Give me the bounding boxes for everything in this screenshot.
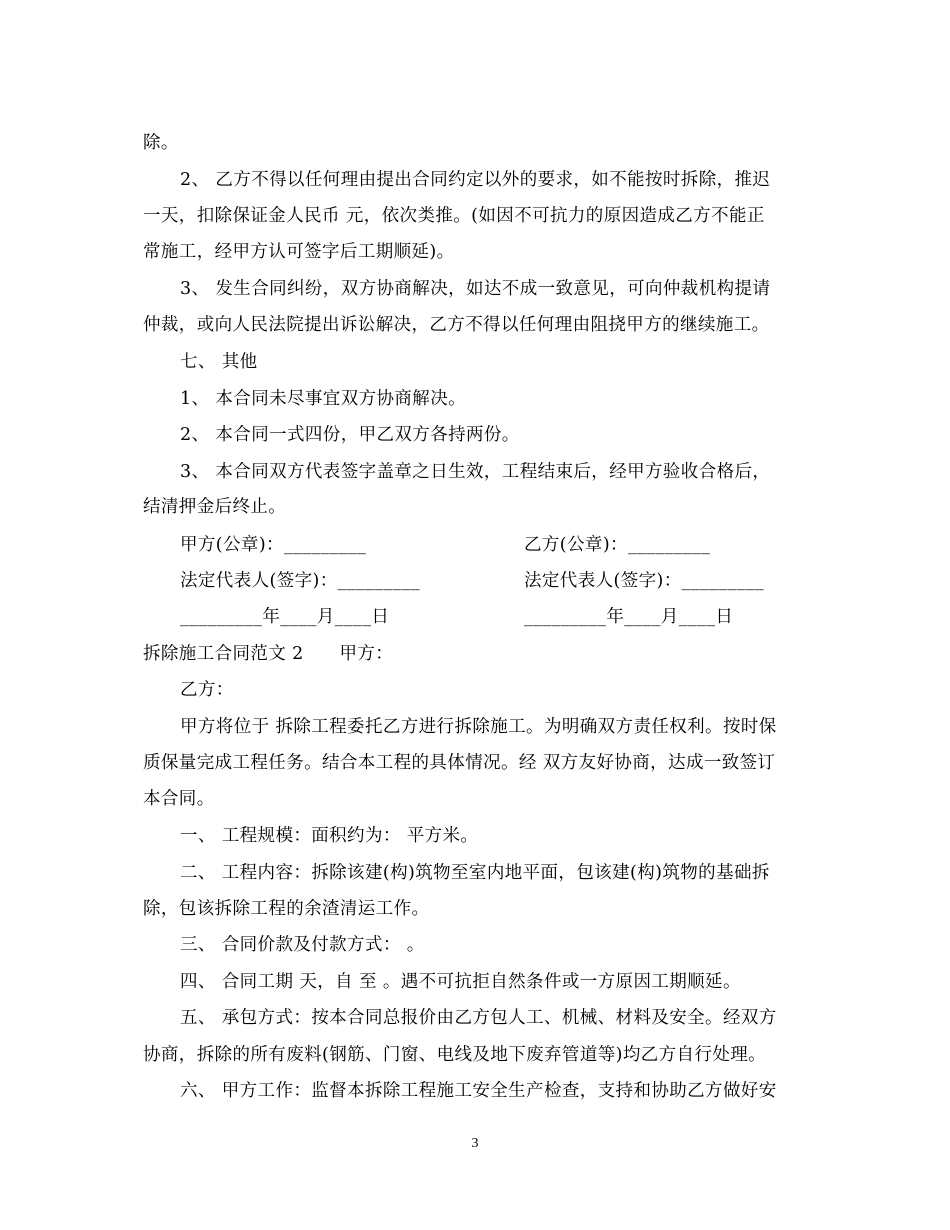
party-b-line: 乙方： [180,680,234,700]
clause-line: 1、 本合同未尽事宜双方协商解决。 [180,389,466,409]
party-b-date-field: _________年____月____日 [524,607,734,627]
clause-line: 六、 甲方工作：监督本拆除工程施工安全生产检查，支持和协助乙方做好安 [180,1081,777,1101]
clause-line: 四、 合同工期 天，自 至 。遇不可抗拒自然条件或一方原因工期顺延。 [180,972,741,992]
party-a-representative-field: 法定代表人(签字)：_________ [180,571,421,591]
paragraph-line: 常施工，经甲方认可签字后工期顺延)。 [143,242,455,262]
clause-line: 3、 发生合同纠纷，双方协商解决，如达不成一致意见，可向仲裁机构提请 [180,279,771,299]
page-number: 3 [471,1136,479,1151]
contract-title-line: 拆除施工合同范文 2 甲方： [143,644,394,664]
paragraph-line: 协商，拆除的所有废料(钢筋、门窗、电线及地下废弃管道等)均乙方自行处理。 [143,1045,767,1065]
party-b-seal-field: 乙方(公章)：_________ [524,535,711,555]
clause-line: 一、 工程规模：面积约为： 平方米。 [180,826,479,846]
paragraph-line: 仲裁，或向人民法院提出诉讼解决，乙方不得以任何理由阻挠甲方的继续施工。 [143,315,770,335]
clause-line: 三、 合同价款及付款方式： 。 [180,935,425,955]
clause-line: 3、 本合同双方代表签字盖章之日生效，工程结束后，经甲方验收合格后， [180,462,771,482]
clause-line: 五、 承包方式：按本合同总报价由乙方包人工、机械、材料及安全。经双方 [180,1008,777,1028]
paragraph-line: 本合同。 [143,789,215,809]
paragraph-line: 除。 [143,133,179,153]
section-heading: 七、 其他 [180,352,258,372]
clause-line: 2、 乙方不得以任何理由提出合同约定以外的要求，如不能按时拆除，推迟 [180,170,771,190]
party-a-date-field: _________年____月____日 [180,607,390,627]
paragraph-line: 质保量完成工程任务。结合本工程的具体情况。经 双方友好协商，达成一致签订 [143,753,776,773]
clause-line: 2、 本合同一式四份，甲乙双方各持两份。 [180,425,520,445]
party-a-seal-field: 甲方(公章)：_________ [180,535,367,555]
paragraph-line: 结清押金后终止。 [143,497,287,517]
paragraph-line: 除，包该拆除工程的余渣清运工作。 [143,899,430,919]
clause-line: 二、 工程内容：拆除该建(构)筑物至室内地平面，包该建(构)筑物的基础拆 [180,863,770,883]
party-b-representative-field: 法定代表人(签字)：_________ [524,571,765,591]
paragraph-line: 甲方将位于 拆除工程委托乙方进行拆除施工。为明确双方责任权利。按时保 [180,717,777,737]
paragraph-line: 一天，扣除保证金人民币 元，依次类推。(如因不可抗力的原因造成乙方不能正 [143,206,765,226]
